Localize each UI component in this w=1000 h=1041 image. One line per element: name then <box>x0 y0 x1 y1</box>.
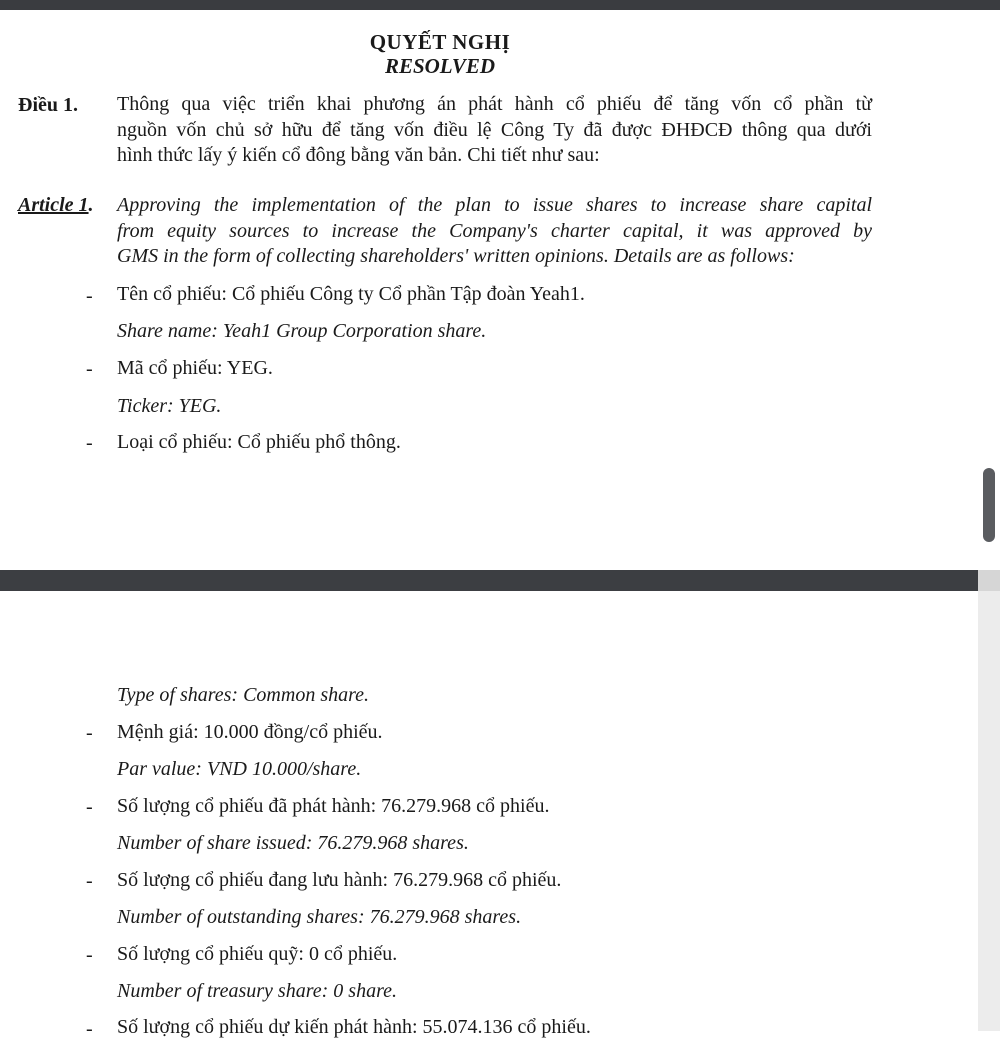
article-1-label-en-suffix: . <box>88 194 94 216</box>
article-1-label-en-text: Article 1 <box>18 194 89 216</box>
bullet-marker: - <box>86 796 93 818</box>
bullet-marker: - <box>86 432 93 454</box>
article-1-vi-line: nguồn vốn chủ sở hữu để tăng vốn điều lệ Công Ty đã được ĐHĐCĐ thông qua dưới <box>117 118 872 141</box>
article-1-en-line: Approving the implementation of the plan to issue shares to increase share capital <box>117 194 872 216</box>
article-1-vi-line: hình thức lấy ý kiến cổ đông bằng văn bản. Chi tiết như sau: <box>117 144 600 166</box>
article-1-text-vi <box>117 92 872 169</box>
article-1-vi-line: Thông qua việc triển khai phương án phát hành cổ phiếu để tăng vốn cổ phần từ <box>117 93 872 115</box>
bullet-marker: - <box>86 944 93 966</box>
treasury-shares-en: Number of treasury share: 0 share. <box>117 980 397 1002</box>
treasury-shares-vi: Số lượng cổ phiếu quỹ: 0 cổ phiếu. <box>117 943 398 965</box>
bullet-marker: - <box>86 870 93 892</box>
article-1-label-en <box>18 194 94 217</box>
article-1-label-vi: Điều 1. <box>18 94 78 116</box>
shares-issued-vi: Số lượng cổ phiếu đã phát hành: 76.279.968 cổ phiếu. <box>117 795 550 817</box>
resolution-heading-en: RESOLVED <box>384 54 496 78</box>
scrollbar-track-lower <box>978 591 1000 1031</box>
page-separator <box>0 570 1000 591</box>
par-value-vi: Mệnh giá: 10.000 đồng/cổ phiếu. <box>117 721 383 743</box>
document-page-2 <box>0 591 1000 1040</box>
share-type-en: Type of shares: Common share. <box>117 684 370 706</box>
viewer-top-bar <box>0 0 1000 10</box>
planned-issue-shares-vi: Số lượng cổ phiếu dự kiến phát hành: 55.074.136 cổ phiếu. <box>117 1016 591 1038</box>
par-value-en: Par value: VND 10.000/share. <box>117 758 362 780</box>
outstanding-shares-en: Number of outstanding shares: 76.279.968 shares. <box>117 906 522 928</box>
vertical-scrollbar[interactable] <box>978 0 1000 1031</box>
bullet-marker: - <box>86 722 93 744</box>
bullet-marker: - <box>86 1018 93 1040</box>
resolution-heading-vi: QUYẾT NGHỊ <box>369 30 511 54</box>
shares-issued-en: Number of share issued: 76.279.968 shares. <box>117 832 469 854</box>
scrollbar-thumb[interactable] <box>983 468 995 542</box>
share-type-vi: Loại cổ phiếu: Cổ phiếu phổ thông. <box>117 431 401 453</box>
document-page-1 <box>0 10 1000 570</box>
bullet-marker: - <box>86 285 93 307</box>
article-1-en-line: from equity sources to increase the Company's charter capital, it was approved by <box>117 219 872 242</box>
article-1-en-line: GMS in the form of collecting shareholders' written opinions. Details are as follows: <box>117 245 795 267</box>
bullet-marker: - <box>86 358 93 380</box>
share-name-en: Share name: Yeah1 Group Corporation share. <box>117 320 487 342</box>
outstanding-shares-vi: Số lượng cổ phiếu đang lưu hành: 76.279.968 cổ phiếu. <box>117 869 562 891</box>
ticker-en: Ticker: YEG. <box>117 395 222 417</box>
share-name-vi: Tên cổ phiếu: Cổ phiếu Công ty Cổ phần Tập đoàn Yeah1. <box>117 283 585 305</box>
article-1-text-en <box>117 193 872 270</box>
ticker-vi: Mã cổ phiếu: YEG. <box>117 357 273 379</box>
